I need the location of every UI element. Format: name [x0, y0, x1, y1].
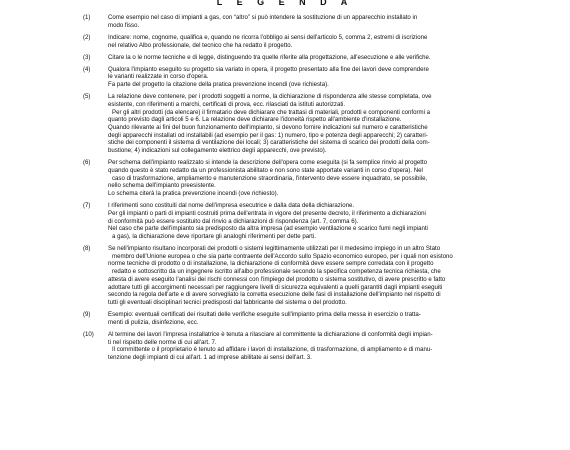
note-number: (6) — [83, 159, 91, 167]
note-number: (5) — [83, 93, 91, 101]
note-text-line: Al termine dei lavori l'impresa installatrice è tenuta a rilasciare al committente la dichiarazione di conformità degli impian- — [108, 330, 433, 338]
note-text-line: adottare tutti gli accorgimenti necessari per raggiungere livelli di sicurezza equivalenti a quelli garantiti dagli impianti eseguiti — [108, 283, 443, 291]
note-text-line: Citare la o le norme tecniche e di legge, distinguendo tra quelle riferite alla progettazione, all'esecuzione e alle verifiche. — [108, 53, 431, 61]
note-text-line: esistente, con riferimenti a marchi, certificati di prova, ecc. rilasciati da istituti autorizzati. — [108, 100, 346, 108]
note-text-line: Per schema dell'impianto realizzato si intende la descrizione dell'opera come eseguita (si fa semplice rinvio al progetto — [108, 159, 428, 167]
note-text-line: Qualora l'impianto eseguito su progetto sia variato in opera, il progetto presentato alla fine dei lavori deve comprendere — [108, 65, 429, 73]
note-text-line: Per gli impianti o parti di impianti costruiti prima dell'entrata in vigore del presente decreto, il riferimento a dichiarazioni — [108, 209, 426, 217]
note-text-line: bustione; 4) indicazioni sul collegamento elettrico degli apparecchi, ove previsto). — [108, 147, 327, 155]
note-text-line: Fa parte del progetto la citazione della pratica prevenzione incendi (ove richiesta). — [108, 81, 329, 89]
note-number: (2) — [83, 33, 91, 41]
legend-note — [83, 65, 526, 89]
legend-note — [83, 159, 526, 198]
note-text-line: norme tecniche di prodotto o di installazione, la dichiarazione di conformità deve essere sempre corredata con il progetto — [108, 260, 434, 268]
note-text-line: menti di pulizia, disinfezione, ecc. — [108, 318, 199, 326]
legend-title: L E G E N D A — [216, 0, 354, 7]
note-text-line: Esempio: eventuali certificati dei risultati delle verifiche eseguite sull'impianto prima della messa in esercizio o tratta- — [108, 311, 421, 319]
legend-note — [83, 93, 526, 155]
note-text-line: ti nel rispetto delle norme di cui all'art. 7. — [108, 338, 217, 346]
note-text-line: nel relativo Albo professionale, del tecnico che ha redatto il progetto. — [108, 41, 293, 49]
legend-note — [83, 245, 526, 307]
legend-note — [83, 330, 526, 362]
legend-note — [83, 53, 526, 62]
note-text-line: Lo schema citerà la pratica prevenzione incendi (ove richiesto). — [108, 190, 279, 198]
note-text-line: membro dell'Unione europea o che sia parte contraente dell'Accordo sullo Spazio economico europeo, per i quali non esistono — [112, 252, 453, 260]
note-text-line: Quando rilevante ai fini del buon funzionamento dell'impianto, si devono fornire indicazioni sul numero e caratteristiche — [108, 124, 428, 131]
note-text-line: modo fisso. — [108, 21, 140, 29]
note-text-line: quando questo è stato redatto da un professionista abilitato e non sono state apportate varianti in corso d'opera). Nel — [108, 166, 423, 174]
note-number: (3) — [83, 53, 91, 61]
note-text-line: nello schema dell'impianto preesistente. — [108, 182, 216, 190]
note-number: (8) — [83, 245, 91, 253]
note-text-line: caso di trasformazione, ampliamento e manutenzione straordinaria, l'intervento deve essere inquadrato, se possibile, — [112, 174, 428, 182]
note-text-line: quanto previsto dagli articoli 5 e 6. La relazione deve dichiarare l'idoneità rispetto all'ambiente d'installazione. — [108, 116, 402, 124]
note-text-line: tutti gli eventuali disciplinari tecnici predisposti dal fabbricante del sistema o del prodotto. — [108, 298, 347, 306]
note-text-line: tenzione degli impianti di cui all'art. 1 ad imprese abilitate ai sensi dell'art. 3. — [108, 353, 312, 361]
note-text-line: degli apparecchi installati od installabili (ad esempio per il gas: 1) numero, tipo e potenza degli apparecchi; 2) caratteri- — [108, 131, 428, 139]
legend-notes — [83, 14, 526, 362]
note-text-line: di conformità può essere sostituito dal rinvio a dichiarazioni di rispondenza (art. 7, comma 6). — [108, 217, 359, 225]
note-number: (1) — [83, 14, 91, 21]
note-text-line: Per gli altri prodotti (da elencare) il firmatario deve dichiarare che trattasi di materiali, prodotti e componenti conformi a — [112, 108, 431, 116]
legend-note — [83, 33, 526, 49]
note-text-line: a gas), la dichiarazione deve riportare gli analoghi riferimenti per dette parti. — [112, 232, 316, 240]
note-text-line: Come esempio nel caso di impianti a gas, con “altro” si può intendere la sostituzione di un apparecchio installato in — [108, 14, 418, 21]
legend-note — [83, 202, 526, 241]
note-text-line: Il committente o il proprietario è tenuto ad affidare i lavori di installazione, di trasformazione, di ampliamento e di manu- — [112, 346, 433, 354]
legend-note — [83, 14, 526, 29]
note-text-line: secondo la regola dell'arte e di avere sorvegliato la corretta esecuzione delle fasi di installazione dell'impianto nel rispetto di — [108, 291, 441, 299]
note-text-line: stiche dei componenti il sistema di ventilazione dei locali; 3) caratteristiche del sistema di scarico dei prodotti della com- — [108, 139, 430, 147]
note-text-line: le varianti realizzate in corso d'opera. — [108, 73, 209, 81]
note-text-line: Nel caso che parte dell'impianto sia predisposto da altra impresa (ad esempio ventilazione e scarico fumi negli impianti — [108, 225, 428, 233]
note-number: (4) — [83, 65, 91, 73]
legend-note — [83, 311, 526, 326]
note-text-line: redatto e sottoscritto da un ingegnere iscritto all'albo professionale secondo la specifica competenza tecnica richiesta, che — [112, 268, 441, 276]
note-text-line: Indicare: nome, cognome, qualifica e, quando ne ricorra l'obbligo ai sensi dell'articolo 5, comma 2, estremi di iscrizione — [108, 33, 428, 41]
note-text-line: La relazione deve contenere, per i prodotti soggetti a norme, la dichiarazione di rispondenza alle stesse completata, ove — [108, 93, 432, 101]
note-text-line: Se nell'impianto risultano incorporati dei prodotti o sistemi legittimamente utilizzati per il medesimo impiego in un altro Stato — [108, 245, 441, 253]
note-number: (10) — [83, 330, 94, 338]
note-number: (9) — [83, 311, 91, 319]
note-number: (7) — [83, 202, 91, 210]
note-text-line: I riferimenti sono costituiti dal nome dell'impresa esecutrice e dalla data della dichiarazione. — [108, 202, 355, 210]
note-text-line: attesta di avere eseguito l'analisi dei rischi connessi con l'impiego del prodotto o sistema sostitutivo, di avere prescritto e fatto — [108, 275, 446, 283]
